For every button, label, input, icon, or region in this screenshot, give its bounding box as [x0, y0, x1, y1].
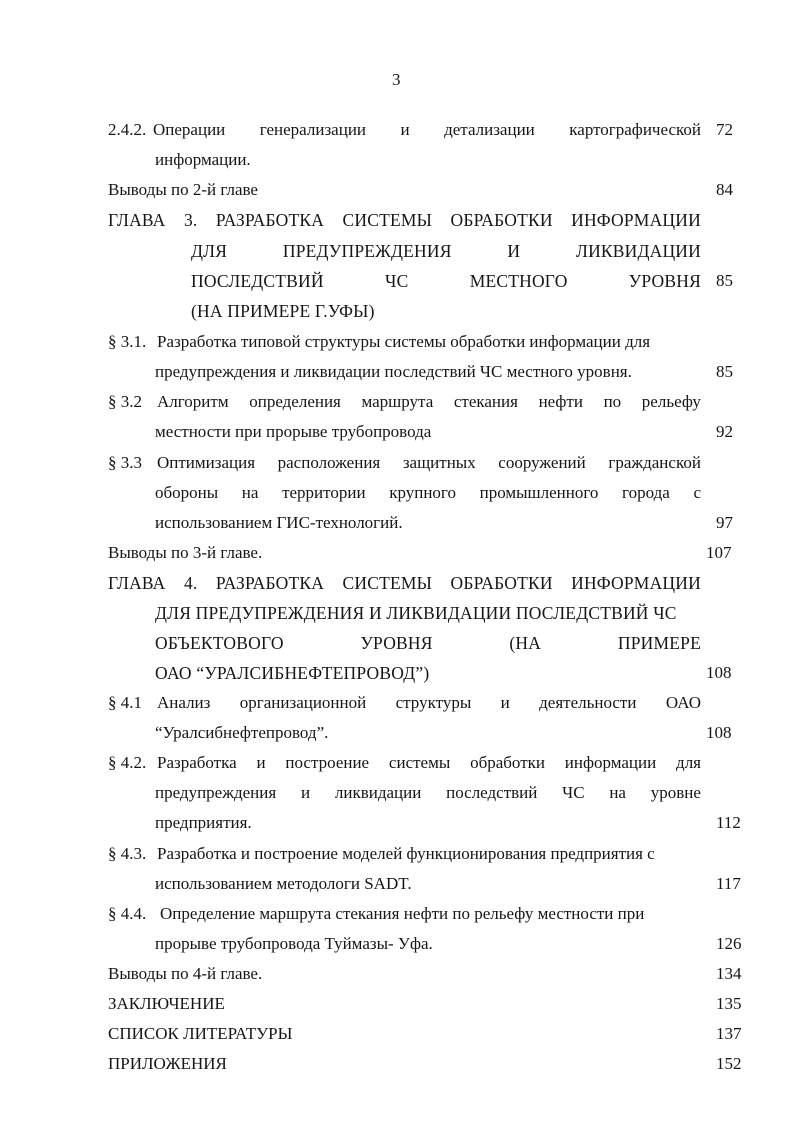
word: УРОВНЯ	[360, 633, 433, 653]
entry-title-line-2: информации.	[155, 150, 251, 169]
entry-title: Выводы по 3-й главе.	[108, 543, 263, 562]
word: детализации	[444, 120, 535, 139]
chapter-title-line-1	[108, 205, 701, 235]
word: ПОСЛЕДСТВИЙ	[191, 271, 324, 291]
chapter-title-line-2: ДЛЯ ПРЕДУПРЕЖДЕНИЯ И ЛИКВИДАЦИИ ПОСЛЕДСТВИЙ ЧС	[155, 603, 677, 623]
word: ПРЕДУПРЕЖДЕНИЯ	[282, 241, 452, 261]
page-ref: 152	[716, 1054, 742, 1073]
word: ГЛАВА	[108, 573, 166, 593]
word: расположения	[277, 453, 381, 472]
entry-title: СПИСОК ЛИТЕРАТУРЫ	[108, 1024, 293, 1043]
word: Алгоритм	[157, 392, 229, 411]
entry-title-line-1	[153, 115, 701, 145]
entry-title-line-1: Разработка типовой структуры системы обработки информации для	[157, 332, 651, 351]
page-ref: 134	[716, 964, 742, 983]
section-number: § 3.2	[108, 392, 142, 411]
word: и	[300, 783, 311, 802]
word: организационной	[239, 693, 367, 712]
word: (НА	[509, 633, 542, 653]
page-ref: 72	[716, 120, 733, 139]
word: обработки	[470, 753, 545, 772]
word: построение	[285, 753, 370, 772]
word: ЧС	[385, 271, 409, 291]
word: определения	[249, 392, 341, 411]
word: Оптимизация	[157, 453, 256, 472]
word: последствий	[446, 783, 538, 802]
page-ref: 85	[716, 271, 733, 290]
word: МЕСТНОГО	[469, 271, 568, 291]
word: территории	[282, 483, 366, 502]
entry-title-line-2: предупреждения и ликвидации последствий ЧС местного уровня.	[155, 362, 632, 381]
word: Разработка	[157, 753, 237, 772]
word: нефти	[538, 392, 583, 411]
word: защитных	[402, 453, 476, 472]
word: обороны	[155, 483, 219, 502]
entry-title-line-2: “Уралсибнефтепровод”.	[155, 723, 329, 742]
word: рельефу	[641, 392, 701, 411]
entry-title-line-1	[157, 688, 701, 718]
word: гражданской	[608, 453, 701, 472]
word: уровне	[650, 783, 701, 802]
word: и	[256, 753, 266, 772]
section-number: § 4.3.	[108, 844, 147, 863]
chapter-title-line-1	[108, 568, 701, 598]
word: ОБЪЕКТОВОГО	[155, 633, 284, 653]
word: СИСТЕМЫ	[342, 573, 433, 593]
word: ОАО	[665, 693, 701, 712]
word: стекания	[453, 392, 518, 411]
word: и	[500, 693, 510, 712]
section-number: § 3.3	[108, 453, 142, 472]
page-ref: 108	[706, 663, 732, 682]
entry-title: Выводы по 2-й главе	[108, 180, 258, 199]
page-ref: 107	[706, 543, 732, 562]
section-number: § 4.4.	[108, 904, 147, 923]
word: промышленного	[479, 483, 599, 502]
word: структуры	[395, 693, 472, 712]
word: города	[622, 483, 670, 502]
word: на	[241, 483, 259, 502]
page-ref: 135	[716, 994, 742, 1013]
word: информации	[564, 753, 657, 772]
word: и	[400, 120, 410, 139]
word: с	[693, 483, 701, 502]
page-ref: 112	[716, 813, 741, 832]
chapter-title-line-3	[155, 628, 701, 658]
page-ref: 92	[716, 422, 733, 441]
word: предупреждения	[155, 783, 277, 802]
section-number: § 4.1	[108, 693, 142, 712]
word: для	[676, 753, 701, 772]
word: ликвидации	[334, 783, 422, 802]
entry-title-line-1: Разработка и построение моделей функционирования предприятия с	[157, 844, 655, 863]
word: И	[507, 241, 521, 261]
entry-title: Выводы по 4-й главе.	[108, 964, 263, 983]
chapter-title-line-3	[191, 266, 701, 296]
word: ПРИМЕРЕ	[617, 633, 701, 653]
entry-title-line-2	[155, 478, 701, 508]
word: УРОВНЯ	[628, 271, 701, 291]
word: генерализации	[259, 120, 367, 139]
entry-title-line-3: использованием ГИС-технологий.	[155, 513, 403, 532]
entry-title-line-2	[155, 778, 701, 808]
word: ОБРАБОТКИ	[450, 210, 553, 230]
word: СИСТЕМЫ	[342, 210, 433, 230]
word: ЛИКВИДАЦИИ	[576, 241, 701, 261]
word: крупного	[389, 483, 456, 502]
word: РАЗРАБОТКА	[215, 573, 325, 593]
word: системы	[388, 753, 451, 772]
section-number: § 3.1.	[108, 332, 147, 351]
page-ref: 97	[716, 513, 733, 532]
word: 4.	[183, 573, 198, 593]
chapter-title-line-4: (НА ПРИМЕРЕ Г.УФЫ)	[191, 301, 375, 321]
chapter-title-line-4: ОАО “УРАЛСИБНЕФТЕПРОВОД”)	[155, 663, 430, 683]
entry-title: ЗАКЛЮЧЕНИЕ	[108, 994, 225, 1013]
word: сооружений	[498, 453, 586, 472]
word: ИНФОРМАЦИИ	[571, 573, 701, 593]
chapter-title-line-2	[191, 236, 701, 266]
entry-title-line-3: предприятия.	[155, 813, 252, 832]
entry-title-line-1	[157, 748, 701, 778]
word: Операции	[153, 120, 226, 139]
word: картографической	[569, 120, 701, 139]
word: 3.	[183, 210, 198, 230]
section-number: 2.4.2.	[108, 120, 147, 139]
word: ДЛЯ	[191, 241, 228, 261]
entry-title-line-1: Определение маршрута стекания нефти по рельефу местности при	[160, 904, 645, 923]
entry-title-line-2: прорыве трубопровода Туймазы- Уфа.	[155, 934, 433, 953]
entry-title-line-2: местности при прорыве трубопровода	[155, 422, 432, 441]
word: ЧС	[562, 783, 585, 802]
word: на	[609, 783, 626, 802]
word: маршрута	[361, 392, 434, 411]
entry-title-line-1	[157, 448, 701, 478]
entry-title-line-2: использованием методологи SADT.	[155, 874, 412, 893]
page-number: 3	[392, 70, 401, 89]
page-ref: 84	[716, 180, 733, 199]
page-ref: 137	[716, 1024, 742, 1043]
page-ref: 85	[716, 362, 733, 381]
word: по	[603, 392, 622, 411]
word: ИНФОРМАЦИИ	[571, 210, 701, 230]
word: РАЗРАБОТКА	[215, 210, 325, 230]
entry-title-line-1	[157, 387, 701, 417]
section-number: § 4.2.	[108, 753, 147, 772]
page-ref: 126	[716, 934, 742, 953]
page-ref: 117	[716, 874, 741, 893]
word: ОБРАБОТКИ	[450, 573, 553, 593]
word: деятельности	[539, 693, 637, 712]
page-ref: 108	[706, 723, 732, 742]
entry-title: ПРИЛОЖЕНИЯ	[108, 1054, 227, 1073]
word: ГЛАВА	[108, 210, 166, 230]
word: Анализ	[157, 693, 211, 712]
